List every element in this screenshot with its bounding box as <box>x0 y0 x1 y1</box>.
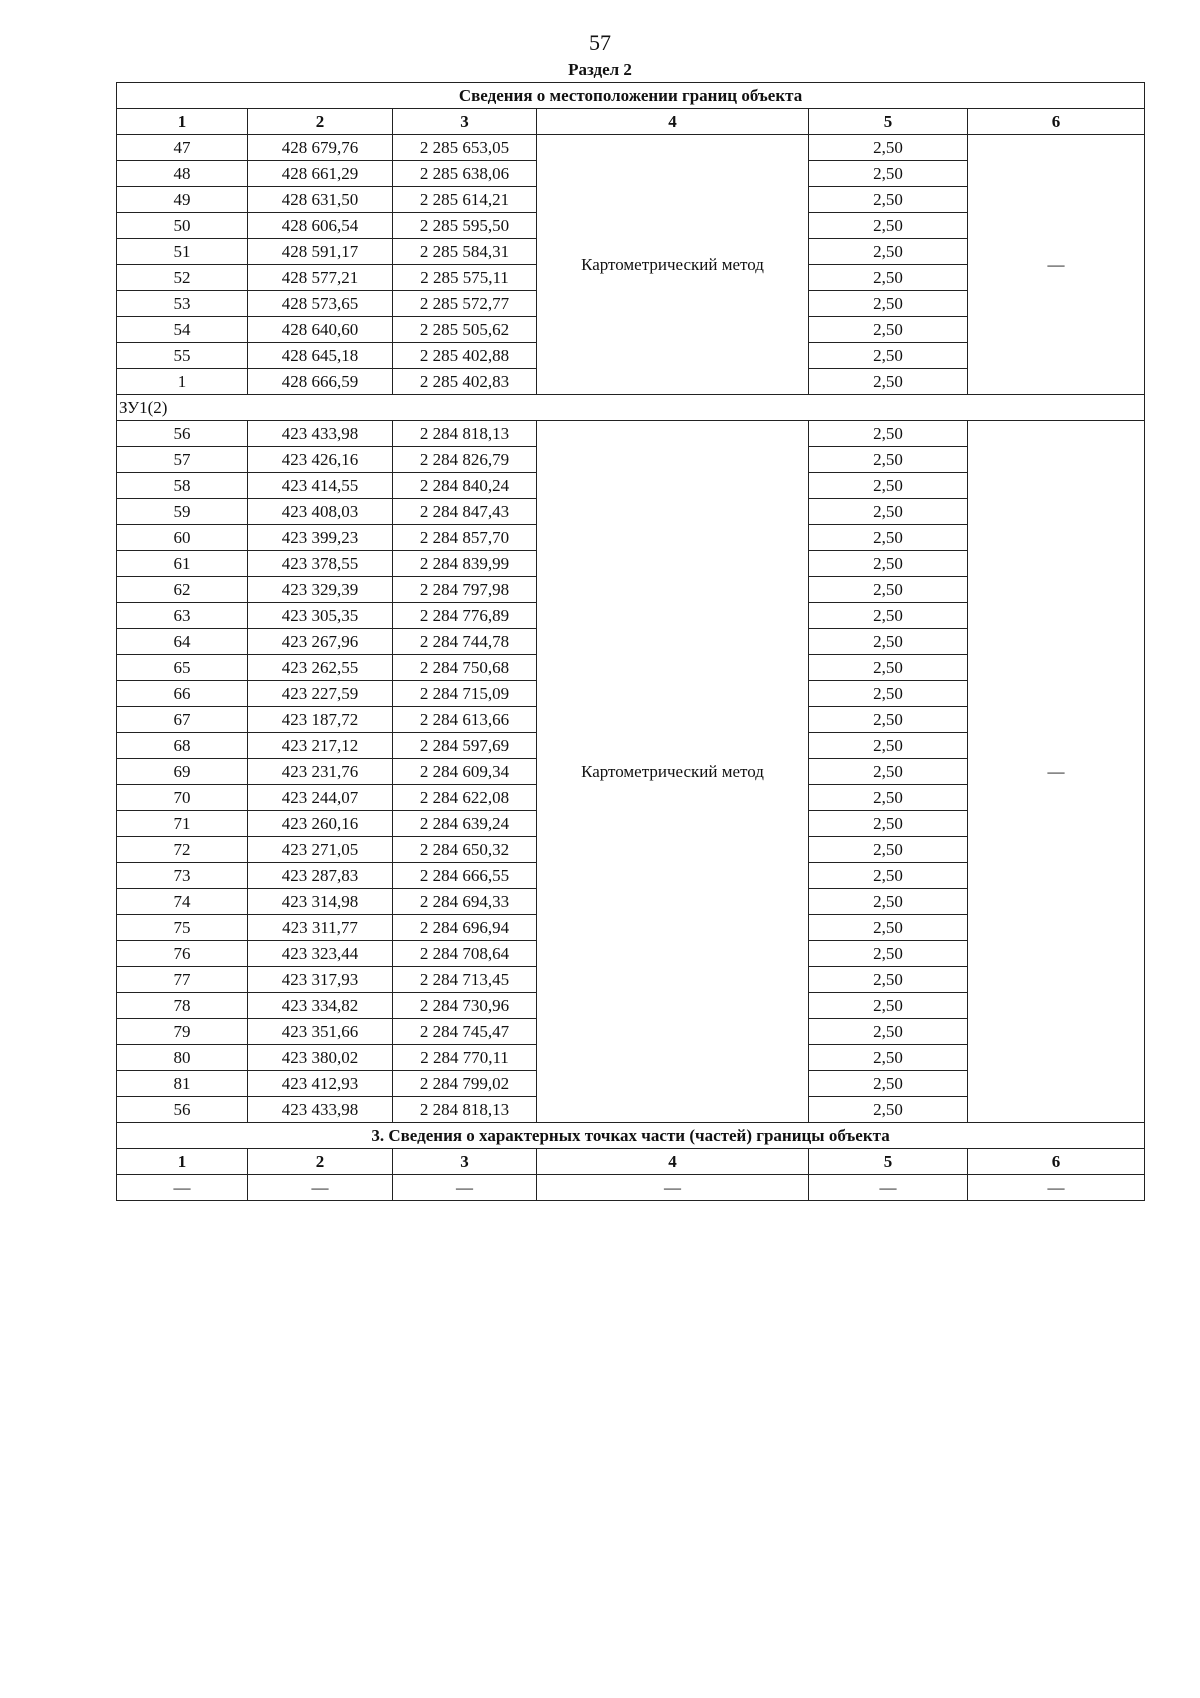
column-header: 6 <box>968 109 1145 135</box>
coordinate-x: 428 591,17 <box>248 239 393 265</box>
section3-dash-cell: — <box>393 1175 537 1201</box>
accuracy-value: 2,50 <box>809 967 968 993</box>
group-label-row <box>117 395 1145 421</box>
coordinate-y: 2 284 770,11 <box>393 1045 537 1071</box>
coordinate-x: 428 577,21 <box>248 265 393 291</box>
point-number: 75 <box>117 915 248 941</box>
group-label: ЗУ1(2) <box>117 395 1145 421</box>
coordinate-x: 428 640,60 <box>248 317 393 343</box>
accuracy-value: 2,50 <box>809 265 968 291</box>
section3-title: 3. Сведения о характерных точках части (частей) границы объекта <box>117 1123 1145 1149</box>
coordinate-x: 423 187,72 <box>248 707 393 733</box>
point-number: 61 <box>117 551 248 577</box>
table-caption-row <box>117 83 1145 109</box>
accuracy-value: 2,50 <box>809 135 968 161</box>
point-number: 77 <box>117 967 248 993</box>
section3-dash-cell: — <box>248 1175 393 1201</box>
coordinate-y: 2 284 839,99 <box>393 551 537 577</box>
coordinate-y: 2 284 666,55 <box>393 863 537 889</box>
accuracy-value: 2,50 <box>809 1097 968 1123</box>
coordinate-x: 423 267,96 <box>248 629 393 655</box>
accuracy-value: 2,50 <box>809 603 968 629</box>
section3-column-header: 6 <box>968 1149 1145 1175</box>
point-number: 56 <box>117 1097 248 1123</box>
coordinate-x: 423 217,12 <box>248 733 393 759</box>
table-row <box>117 421 1145 447</box>
section3-column-header: 5 <box>809 1149 968 1175</box>
accuracy-value: 2,50 <box>809 161 968 187</box>
coordinate-y: 2 285 653,05 <box>393 135 537 161</box>
coordinate-x: 423 271,05 <box>248 837 393 863</box>
coordinate-x: 423 351,66 <box>248 1019 393 1045</box>
section3-title-row <box>117 1123 1145 1149</box>
point-number: 55 <box>117 343 248 369</box>
point-number: 58 <box>117 473 248 499</box>
page-number: 57 <box>589 30 611 55</box>
coordinate-x: 423 433,98 <box>248 1097 393 1123</box>
accuracy-value: 2,50 <box>809 317 968 343</box>
section-title: Раздел 2 <box>568 60 632 79</box>
coordinate-y: 2 284 708,64 <box>393 941 537 967</box>
section3-dash-cell: — <box>117 1175 248 1201</box>
description-cell: — <box>968 135 1145 395</box>
accuracy-value: 2,50 <box>809 499 968 525</box>
column-header: 5 <box>809 109 968 135</box>
accuracy-value: 2,50 <box>809 863 968 889</box>
table-row <box>117 135 1145 161</box>
point-number: 57 <box>117 447 248 473</box>
section3-column-header: 3 <box>393 1149 537 1175</box>
section3-empty-row <box>117 1175 1145 1201</box>
coordinate-x: 423 287,83 <box>248 863 393 889</box>
description-cell: — <box>968 421 1145 1123</box>
coordinate-x: 423 412,93 <box>248 1071 393 1097</box>
accuracy-value: 2,50 <box>809 343 968 369</box>
coordinate-y: 2 284 857,70 <box>393 525 537 551</box>
coordinate-y: 2 284 713,45 <box>393 967 537 993</box>
accuracy-value: 2,50 <box>809 213 968 239</box>
coordinate-y: 2 285 614,21 <box>393 187 537 213</box>
coordinate-y: 2 284 650,32 <box>393 837 537 863</box>
point-number: 49 <box>117 187 248 213</box>
coordinate-x: 423 244,07 <box>248 785 393 811</box>
section3-column-header: 1 <box>117 1149 248 1175</box>
accuracy-value: 2,50 <box>809 681 968 707</box>
section3-column-header: 2 <box>248 1149 393 1175</box>
coordinate-y: 2 284 613,66 <box>393 707 537 733</box>
column-header: 1 <box>117 109 248 135</box>
point-number: 48 <box>117 161 248 187</box>
point-number: 70 <box>117 785 248 811</box>
accuracy-value: 2,50 <box>809 291 968 317</box>
accuracy-value: 2,50 <box>809 629 968 655</box>
method-cell: Картометрический метод <box>537 135 809 395</box>
coordinate-x: 423 433,98 <box>248 421 393 447</box>
point-number: 56 <box>117 421 248 447</box>
accuracy-value: 2,50 <box>809 733 968 759</box>
section3-dash-cell: — <box>537 1175 809 1201</box>
coordinate-y: 2 284 609,34 <box>393 759 537 785</box>
coordinate-x: 423 231,76 <box>248 759 393 785</box>
coordinate-y: 2 284 694,33 <box>393 889 537 915</box>
accuracy-value: 2,50 <box>809 421 968 447</box>
coordinate-y: 2 284 745,47 <box>393 1019 537 1045</box>
coordinate-x: 423 311,77 <box>248 915 393 941</box>
accuracy-value: 2,50 <box>809 993 968 1019</box>
point-number: 80 <box>117 1045 248 1071</box>
coordinate-x: 423 323,44 <box>248 941 393 967</box>
point-number: 47 <box>117 135 248 161</box>
method-cell: Картометрический метод <box>537 421 809 1123</box>
accuracy-value: 2,50 <box>809 551 968 577</box>
section3-column-header: 4 <box>537 1149 809 1175</box>
coordinate-x: 423 314,98 <box>248 889 393 915</box>
column-header: 4 <box>537 109 809 135</box>
point-number: 1 <box>117 369 248 395</box>
column-header: 3 <box>393 109 537 135</box>
coordinate-x: 423 426,16 <box>248 447 393 473</box>
coordinate-x: 423 305,35 <box>248 603 393 629</box>
coordinate-y: 2 284 840,24 <box>393 473 537 499</box>
point-number: 64 <box>117 629 248 655</box>
section3-dash-cell: — <box>968 1175 1145 1201</box>
coordinate-y: 2 284 597,69 <box>393 733 537 759</box>
accuracy-value: 2,50 <box>809 707 968 733</box>
accuracy-value: 2,50 <box>809 473 968 499</box>
coordinate-y: 2 284 622,08 <box>393 785 537 811</box>
coordinate-x: 423 329,39 <box>248 577 393 603</box>
coordinate-y: 2 285 638,06 <box>393 161 537 187</box>
accuracy-value: 2,50 <box>809 837 968 863</box>
point-number: 69 <box>117 759 248 785</box>
coordinate-y: 2 284 750,68 <box>393 655 537 681</box>
coordinate-y: 2 284 639,24 <box>393 811 537 837</box>
point-number: 65 <box>117 655 248 681</box>
coordinate-y: 2 285 402,88 <box>393 343 537 369</box>
accuracy-value: 2,50 <box>809 525 968 551</box>
accuracy-value: 2,50 <box>809 187 968 213</box>
coordinate-x: 423 317,93 <box>248 967 393 993</box>
coordinate-y: 2 284 818,13 <box>393 1097 537 1123</box>
coordinate-y: 2 284 799,02 <box>393 1071 537 1097</box>
coordinate-x: 428 606,54 <box>248 213 393 239</box>
accuracy-value: 2,50 <box>809 369 968 395</box>
point-number: 52 <box>117 265 248 291</box>
coordinate-y: 2 284 826,79 <box>393 447 537 473</box>
accuracy-value: 2,50 <box>809 915 968 941</box>
coordinate-y: 2 285 595,50 <box>393 213 537 239</box>
coordinate-x: 423 260,16 <box>248 811 393 837</box>
coordinate-x: 423 262,55 <box>248 655 393 681</box>
coordinate-x: 423 408,03 <box>248 499 393 525</box>
coordinate-x: 423 227,59 <box>248 681 393 707</box>
coordinate-y: 2 284 776,89 <box>393 603 537 629</box>
point-number: 50 <box>117 213 248 239</box>
coordinate-y: 2 284 797,98 <box>393 577 537 603</box>
coordinate-x: 428 679,76 <box>248 135 393 161</box>
coordinate-x: 428 573,65 <box>248 291 393 317</box>
coordinate-y: 2 284 696,94 <box>393 915 537 941</box>
accuracy-value: 2,50 <box>809 1071 968 1097</box>
coordinate-y: 2 284 744,78 <box>393 629 537 655</box>
point-number: 74 <box>117 889 248 915</box>
coordinate-x: 428 631,50 <box>248 187 393 213</box>
coordinate-x: 428 666,59 <box>248 369 393 395</box>
accuracy-value: 2,50 <box>809 239 968 265</box>
coordinate-x: 423 399,23 <box>248 525 393 551</box>
coordinate-x: 428 661,29 <box>248 161 393 187</box>
accuracy-value: 2,50 <box>809 811 968 837</box>
accuracy-value: 2,50 <box>809 941 968 967</box>
point-number: 53 <box>117 291 248 317</box>
coordinate-x: 423 334,82 <box>248 993 393 1019</box>
point-number: 79 <box>117 1019 248 1045</box>
column-header-row <box>117 109 1145 135</box>
section3-dash-cell: — <box>809 1175 968 1201</box>
column-header: 2 <box>248 109 393 135</box>
accuracy-value: 2,50 <box>809 889 968 915</box>
coordinate-y: 2 284 847,43 <box>393 499 537 525</box>
boundary-coordinates-table <box>116 82 1145 1201</box>
coordinate-y: 2 285 572,77 <box>393 291 537 317</box>
point-number: 71 <box>117 811 248 837</box>
coordinate-y: 2 285 584,31 <box>393 239 537 265</box>
coordinate-x: 423 380,02 <box>248 1045 393 1071</box>
point-number: 76 <box>117 941 248 967</box>
point-number: 59 <box>117 499 248 525</box>
accuracy-value: 2,50 <box>809 655 968 681</box>
coordinate-y: 2 284 715,09 <box>393 681 537 707</box>
section3-header-row <box>117 1149 1145 1175</box>
point-number: 62 <box>117 577 248 603</box>
accuracy-value: 2,50 <box>809 785 968 811</box>
point-number: 54 <box>117 317 248 343</box>
point-number: 63 <box>117 603 248 629</box>
point-number: 81 <box>117 1071 248 1097</box>
coordinate-x: 423 378,55 <box>248 551 393 577</box>
point-number: 73 <box>117 863 248 889</box>
point-number: 66 <box>117 681 248 707</box>
coordinate-y: 2 285 505,62 <box>393 317 537 343</box>
coordinate-x: 428 645,18 <box>248 343 393 369</box>
point-number: 72 <box>117 837 248 863</box>
accuracy-value: 2,50 <box>809 759 968 785</box>
table-caption: Сведения о местоположении границ объекта <box>117 83 1145 109</box>
point-number: 67 <box>117 707 248 733</box>
coordinate-x: 423 414,55 <box>248 473 393 499</box>
point-number: 68 <box>117 733 248 759</box>
accuracy-value: 2,50 <box>809 577 968 603</box>
coordinate-y: 2 284 730,96 <box>393 993 537 1019</box>
point-number: 51 <box>117 239 248 265</box>
point-number: 60 <box>117 525 248 551</box>
coordinate-y: 2 284 818,13 <box>393 421 537 447</box>
coordinate-y: 2 285 402,83 <box>393 369 537 395</box>
point-number: 78 <box>117 993 248 1019</box>
accuracy-value: 2,50 <box>809 1045 968 1071</box>
coordinate-y: 2 285 575,11 <box>393 265 537 291</box>
accuracy-value: 2,50 <box>809 1019 968 1045</box>
accuracy-value: 2,50 <box>809 447 968 473</box>
